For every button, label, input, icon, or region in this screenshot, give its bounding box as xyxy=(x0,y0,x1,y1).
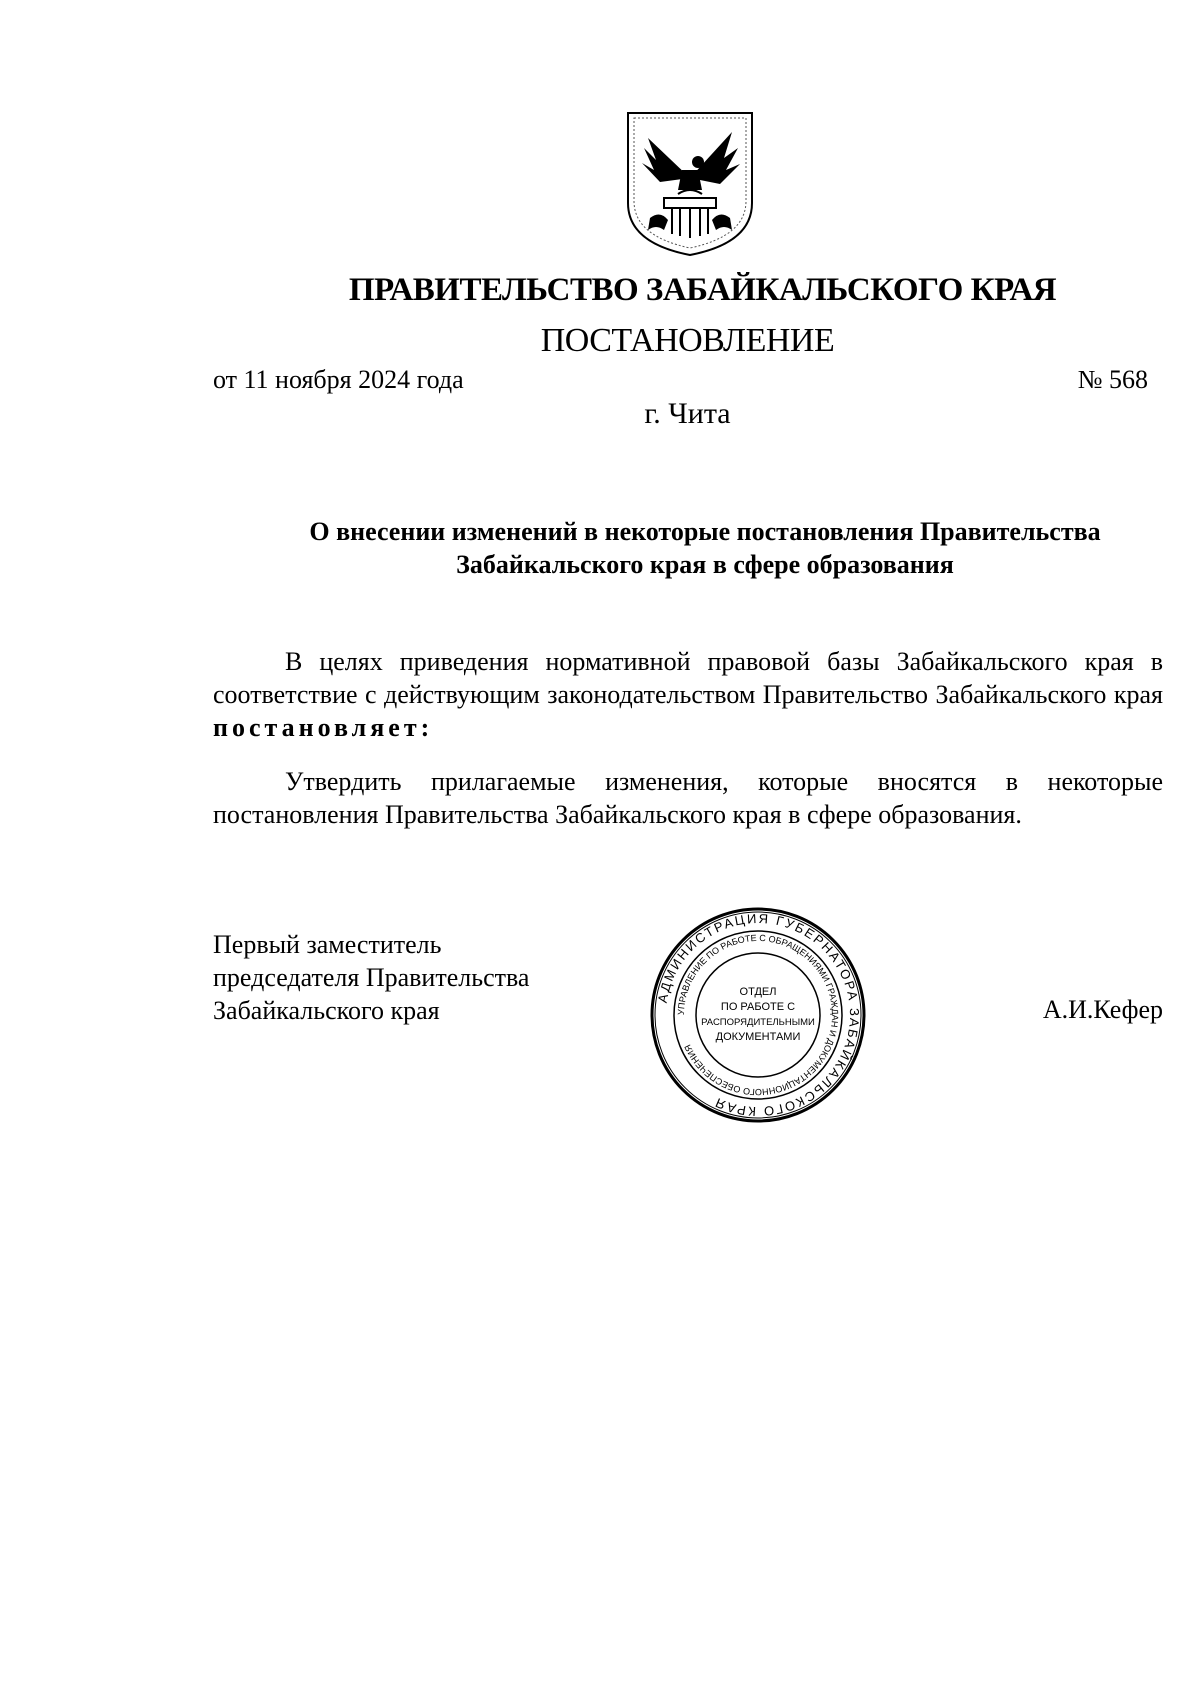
body-paragraph-1 xyxy=(213,645,1163,744)
document-type: ПОСТАНОВЛЕНИЕ xyxy=(540,322,835,359)
stamp-outer-text: АДМИНИСТРАЦИЯ ГУБЕРНАТОРА ЗАБАЙКАЛЬСКОГО КРАЯ xyxy=(654,910,863,1120)
position-line-3: Забайкальского края xyxy=(213,996,440,1025)
stamp-center-line-4: ДОКУМЕНТАМИ xyxy=(715,1031,801,1043)
stamp-center-line-2: ПО РАБОТЕ С xyxy=(720,1001,796,1013)
coat-of-arms-icon xyxy=(620,108,760,258)
paragraph-1-text: В целях приведения нормативной правовой базы Забайкальского края в соответствие с действующим законодательством Правительство Забайкальского края xyxy=(213,647,1163,709)
stamp-inner-text: УПРАВЛЕНИЕ ПО РАБОТЕ С ОБРАЩЕНИЯМИ ГРАЖДАН И ДОКУМЕНТАЦИОННОГО ОБЕСПЕЧЕНИЯ xyxy=(675,932,841,1098)
svg-text:УПРАВЛЕНИЕ ПО РАБОТЕ С ОБРАЩЕН xyxy=(676,933,840,1097)
document-date: от 11 ноября 2024 года xyxy=(213,365,464,394)
subject-line-2: Забайкальского края в сфере образования xyxy=(456,550,954,579)
document-number: № 568 xyxy=(1077,365,1148,394)
document-city: г. Чита xyxy=(644,397,731,430)
body-paragraph-2: Утвердить прилагаемые изменения, которые вносятся в некоторые постановления Правительства Забайкальского края в сфере образования. xyxy=(213,767,1163,829)
position-line-1: Первый заместитель xyxy=(213,930,442,959)
stamp-center-line-1: ОТДЕЛ xyxy=(739,986,777,998)
resolution-keyword: постановляет: xyxy=(213,713,434,742)
official-stamp xyxy=(648,905,868,1125)
subject-line-1: О внесении изменений в некоторые постановления Правительства xyxy=(309,517,1101,546)
stamp-center-line-3: РАСПОРЯДИТЕЛЬНЫМИ xyxy=(701,1017,815,1028)
signatory-name: А.И.Кефер xyxy=(1042,995,1163,1024)
position-line-2: председателя Правительства xyxy=(213,963,530,992)
organization-title: ПРАВИТЕЛЬСТВО ЗАБАЙКАЛЬСКОГО КРАЯ xyxy=(348,272,1057,308)
document-subject xyxy=(200,515,1160,581)
signatory-position xyxy=(213,928,613,1027)
